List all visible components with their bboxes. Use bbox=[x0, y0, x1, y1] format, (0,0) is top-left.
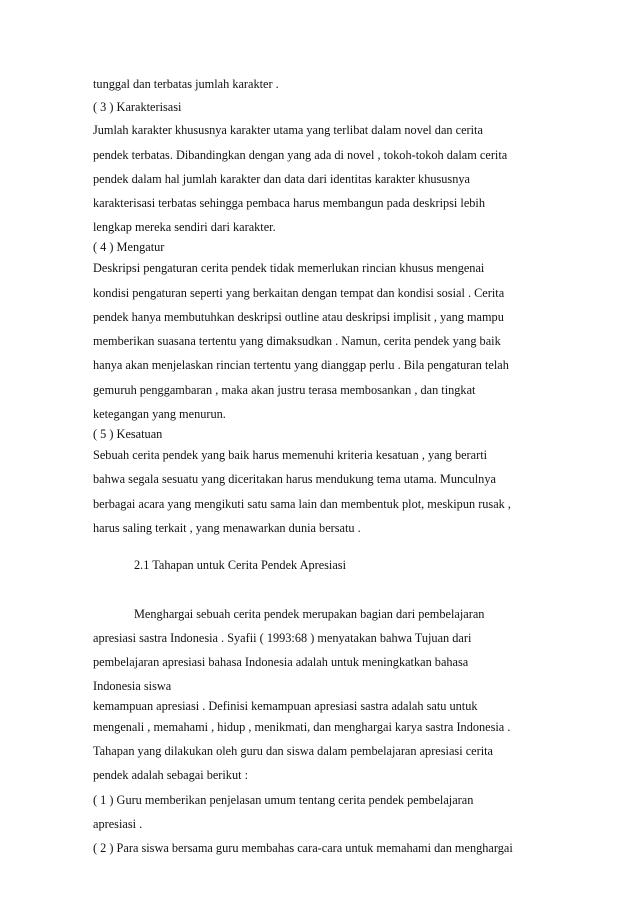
body-text-line: Jumlah karakter khususnya karakter utama yang terlibat dalam novel dan cerita bbox=[93, 123, 483, 137]
body-text-line: pendek hanya membutuhkan deskripsi outline atau deskripsi implisit , yang mampu bbox=[93, 310, 504, 324]
body-text-line: memberikan suasana tertentu yang dimaksudkan . Namun, cerita pendek yang baik bbox=[93, 334, 501, 348]
section-heading: ( 4 ) Mengatur bbox=[93, 240, 165, 254]
body-text-line: pembelajaran apresiasi bahasa Indonesia adalah untuk meningkatkan bahasa bbox=[93, 655, 469, 669]
body-text-line: lengkap mereka sendiri dari karakter. bbox=[93, 220, 276, 234]
list-item-continuation: apresiasi . bbox=[93, 817, 143, 831]
body-text-line: kemampuan apresiasi . Definisi kemampuan apresiasi sastra adalah satu untuk bbox=[93, 699, 478, 713]
subsection-title: 2.1 Tahapan untuk Cerita Pendek Apresiasi bbox=[134, 558, 347, 572]
section-heading: ( 3 ) Karakterisasi bbox=[93, 100, 182, 114]
body-text-line: Tahapan yang dilakukan oleh guru dan siswa dalam pembelajaran apresiasi cerita bbox=[93, 744, 493, 758]
body-text-line: mengenali , memahami , hidup , menikmati, dan menghargai karya sastra Indonesia . bbox=[93, 720, 511, 734]
section-heading: ( 5 ) Kesatuan bbox=[93, 427, 163, 441]
list-item: ( 1 ) Guru memberikan penjelasan umum tentang cerita pendek pembelajaran bbox=[93, 793, 474, 807]
body-text-line: karakterisasi terbatas sehingga pembaca harus membangun pada deskripsi lebih bbox=[93, 196, 485, 210]
body-text-line: kondisi pengaturan seperti yang berkaitan dengan tempat dan kondisi sosial . Cerita bbox=[93, 286, 505, 300]
body-text-line: Menghargai sebuah cerita pendek merupakan bagian dari pembelajaran bbox=[134, 607, 485, 621]
body-text-line: Indonesia siswa bbox=[93, 679, 172, 693]
body-text-line: Sebuah cerita pendek yang baik harus memenuhi kriteria kesatuan , yang berarti bbox=[93, 448, 488, 462]
body-text-line: ketegangan yang menurun. bbox=[93, 407, 226, 421]
list-item: ( 2 ) Para siswa bersama guru membahas cara-cara untuk memahami dan menghargai bbox=[93, 841, 513, 855]
body-text-line: tunggal dan terbatas jumlah karakter . bbox=[93, 77, 279, 91]
body-text-line: apresiasi sastra Indonesia . Syafii ( 1993:68 ) menyatakan bahwa Tujuan dari bbox=[93, 631, 472, 645]
body-text-line: gemuruh penggambaran , maka akan justru terasa membosankan , dan tingkat bbox=[93, 383, 476, 397]
body-text-line: pendek adalah sebagai berikut : bbox=[93, 768, 249, 782]
body-text-line: bahwa segala sesuatu yang diceritakan harus mendukung tema utama. Munculnya bbox=[93, 472, 496, 486]
body-text-line: harus saling terkait , yang menawarkan dunia bersatu . bbox=[93, 521, 361, 535]
body-text-line: Deskripsi pengaturan cerita pendek tidak memerlukan rincian khusus mengenai bbox=[93, 261, 485, 275]
body-text-line: pendek terbatas. Dibandingkan dengan yang ada di novel , tokoh-tokoh dalam cerita bbox=[93, 148, 508, 162]
body-text-line: berbagai acara yang mengikuti satu sama lain dan membentuk plot, meskipun rusak , bbox=[93, 497, 511, 511]
body-text-line: pendek dalam hal jumlah karakter dan data dari identitas karakter khususnya bbox=[93, 172, 470, 186]
body-text-line: hanya akan menjelaskan rincian tertentu yang dianggap perlu . Bila pengaturan telah bbox=[93, 358, 509, 372]
